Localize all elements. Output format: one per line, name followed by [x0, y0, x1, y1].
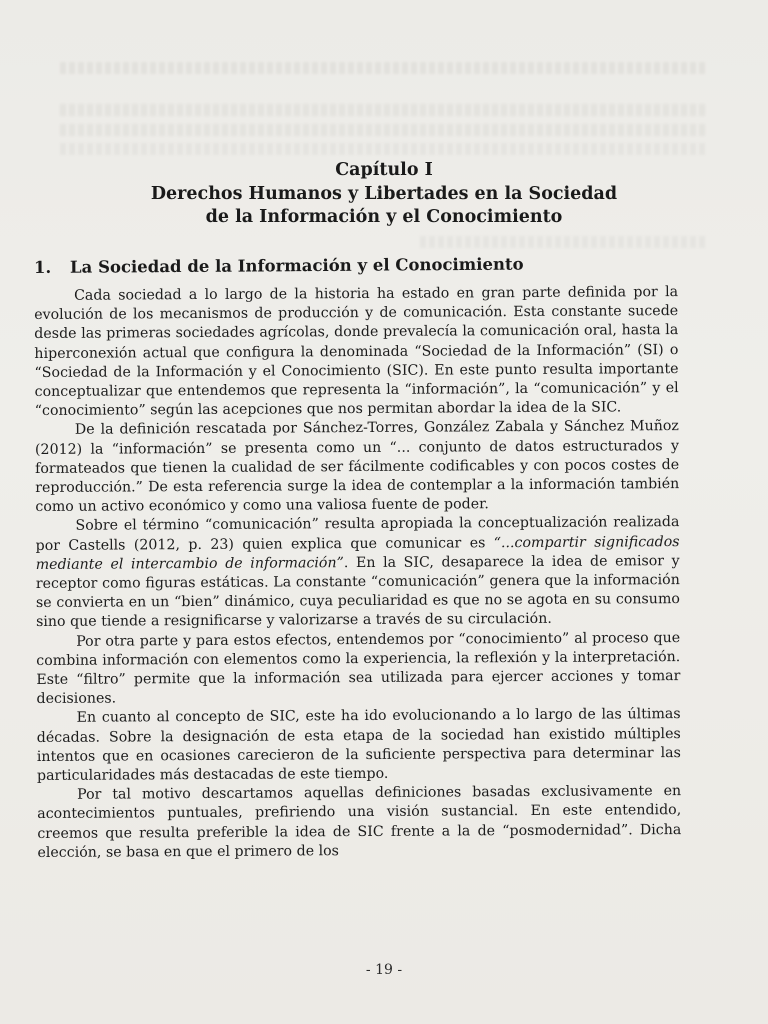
chapter-title-line-2: de la Información y el Conocimiento — [205, 207, 563, 227]
bleed-through-line — [60, 124, 708, 136]
paragraph-5: En cuanto al concepto de SIC, este ha ido evolucionando a lo largo de las últimas décadas. Sobre la designación de esta etapa de la sociedad han existido múltiples intentos que en ocasiones carecieron de la suficiente perspectiva para determinar las particularidades más destacadas de este tiempo. — [36, 706, 681, 785]
section-number: 1. — [33, 257, 52, 277]
paragraph-3-quote: “...compartir significados mediante el intercambio de información” — [35, 533, 680, 573]
bleed-through-line — [60, 62, 708, 74]
paragraph-3-text-b: . En la SIC, desaparece la idea de emisor y receptor como figuras estáticas. La constante “comunicación” genera que la información se convierta en un “bien” dinámico, cuya peculiaridad es que no se agota en su consumo sino que tiende a resignificarse y valorizarse a través de su circulación. — [35, 552, 680, 631]
chapter-title-line-1: Derechos Humanos y Libertades en la Sociedad — [150, 184, 618, 204]
section-title: La Sociedad de la Información y el Conocimiento — [69, 254, 524, 277]
bleed-through-line — [420, 236, 708, 248]
paragraph-1: Cada sociedad a lo largo de la historia ha estado en gran parte definida por la evolución de los mecanismos de producción y de comunicación. Esta constante sucede desde las primeras sociedades agrícolas, donde prevalecía la comunicación oral, hasta la hiperconexión actual que configura la denominada “Sociedad de la Información” (SI) o “Sociedad de la Información y el Conocimiento (SIC). En este punto resulta importante conceptualizar que entendemos que representa la “información”, la “comunicación” y el “conocimiento” según las acepciones que nos permitan abordar la idea de la SIC. — [34, 284, 679, 420]
page-number: - 19 - — [365, 962, 403, 978]
body-text — [34, 283, 682, 863]
paragraph-2: De la definición rescatada por Sánchez-Torres, González Zabala y Sánchez Muñoz (2012) la “información” se presenta como un “... conjunto de datos estructurados y formateados que tienen la cualidad de ser fácilmente codificables y con pocos costes de reproducción.” De esta referencia surge la idea de contemplar a la información también como un activo económico y como una valiosa fuente de poder. — [34, 418, 680, 516]
section-heading — [34, 255, 524, 277]
bleed-through-line — [60, 104, 708, 116]
bleed-through-line — [60, 143, 708, 155]
paragraph-3-text-a: Sobre el término “comunicación” resulta apropiada la conceptualización realizada por Castells (2012, p. 23) quien explica que comunicar es — [35, 514, 680, 554]
paragraph-6: Por tal motivo descartamos aquellas definiciones basadas exclusivamente en acontecimientos puntuales, prefiriendo una visión sustancial. En este entendido, creemos que resulta preferible la idea de SIC frente a la de “posmodernidad”. Dicha elección, se basa en que el primero de los — [37, 783, 682, 861]
paragraph-3 — [35, 513, 680, 632]
paragraph-4: Por otra parte y para estos efectos, entendemos por “conocimiento” al proceso que combina información con elementos como la experiencia, la reflexión y la interpretación. Este “filtro” permite que la información sea utilizada para ejercer acciones y tomar decisiones. — [36, 629, 681, 708]
chapter-label: Capítulo I — [335, 160, 433, 180]
